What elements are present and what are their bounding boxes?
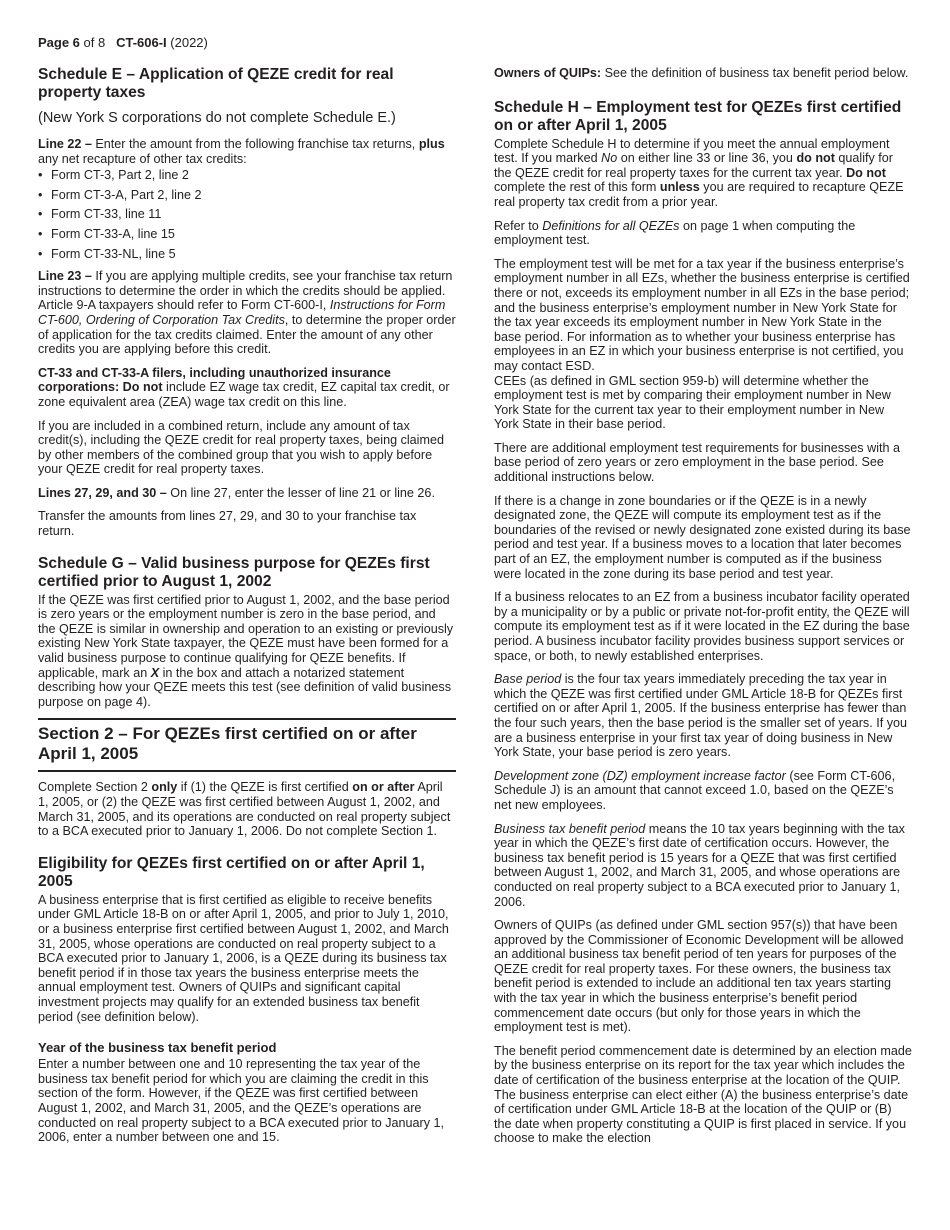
line-22-paragraph: Line 22 – Enter the amount from the following franchise tax returns, plus any net recapture of other tax credits: <box>38 137 445 166</box>
right-column <box>494 66 912 1155</box>
page-count: of 8 <box>83 35 106 50</box>
list-item: • Form CT-3-A, Part 2, line 2 <box>38 188 456 203</box>
year-paragraph: Enter a number between one and 10 representing the tax year of the business tax benefit period for which you are claiming the credit in this section of the form. However, if the QEZE was first certified between August 1, 2002, and March 31, 2005, and the QEZE’s operations are conducted on real property subject to a BCA executed prior to January 1, 2006, enter a number between one and 15. <box>38 1057 445 1145</box>
additional-requirements-paragraph: There are additional employment test requirements for businesses with a base period of zero years or zero employment in the base period. See additional instructions below. <box>494 440 901 485</box>
eligibility-paragraph: A business enterprise that is first certified as eligible to receive benefits under GML Article 18-B on or after April 1, 2005, and prior to July 1, 2010, or a business enterprise first certified between August 1, 2002, and March 31, 2005, whose operations are conducted on real property subject to a BCA executed prior to January 1, 2006, is a QEZE during its business tax benefit period if in those tax years the business enterprise meets the annual employment test. Owners of QUIPs and significant capital investment projects may qualify for an extended business tax benefit period (see definition below). <box>38 892 449 1024</box>
transfer-paragraph: Transfer the amounts from lines 27, 29, and 30 to your franchise tax return. <box>38 509 417 539</box>
page-header <box>38 36 208 51</box>
benefit-period-paragraph: Business tax benefit period means the 10 tax years beginning with the tax year in which the QEZE’s first date of certification occurs. However, the business tax benefit period is 15 years for a QEZE that was first certified between August 1, 2002, and March 31, 2005, and whose operations are conducted on real property subject to a BCA executed prior to January 1, 2006. <box>494 821 905 909</box>
schedule-g-paragraph: If the QEZE was first certified prior to August 1, 2002, and the base period is zero years or the employment number is zero in the base period, and the QEZE is similar in ownership and operation to an existing or previously existing New York State taxpayer, the QEZE must have been formed for a valid business purpose to continue qualifying for QEZE benefits. If applicable, mark an X in the box and attach a notarized statement describing how your QEZE meets this test (see definition of valid business purpose on page 4). <box>38 592 454 709</box>
list-item: • Form CT-33-A, line 15 <box>38 227 456 242</box>
refer-paragraph: Refer to Definitions for all QEZEs on page 1 when computing the employment test. <box>494 218 856 248</box>
list-item: • Form CT-3, Part 2, line 2 <box>38 168 456 183</box>
commencement-paragraph: The benefit period commencement date is determined by an election made by the business enterprise on its report for the tax year which includes the date of certification of the business enterprise at the location of the QUIP. The business enterprise can elect either (A) the business enterprise’s date of certification under GML Article 18-B at the location of the QUIP or (B) the date when property constituting a QUIP is first placed in service. If you choose to make the election <box>494 1043 912 1146</box>
quip-owners-paragraph: Owners of QUIPs (as defined under GML section 957(s)) that have been approved by the Commissioner of Economic Development will be allowed an additional business tax benefit period of ten years for purposes of the QEZE credit for real property taxes. For these owners, the business tax benefit period is extended to include an additional ten tax years starting with the tax year in which the business enterprise’s benefit period commencement date occurs (but only for those years in which the employment test is met). <box>494 918 904 1035</box>
schedule-e-title: Schedule E – Application of QEZE credit for real property taxes <box>38 66 394 101</box>
left-column <box>38 66 456 1154</box>
section-2-header <box>38 718 456 772</box>
page-number: Page 6 <box>38 35 80 50</box>
schedule-g-title: Schedule G – Valid business purpose for QEZEs first certified prior to August 1, 2002 <box>38 554 430 590</box>
section-2-title: Section 2 – For QEZEs first certified on or after April 1, 2005 <box>38 724 417 764</box>
form-year: (2022) <box>170 35 208 50</box>
eligibility-title: Eligibility for QEZEs first certified on or after April 1, 2005 <box>38 854 425 890</box>
combined-return-paragraph: If you are included in a combined return, include any amount of tax credit(s), including the QEZE credit for real property taxes, being claimed by other members of the combined group that you wish to apply before your QEZE credit for real property taxes. <box>38 418 444 477</box>
section-2-intro: Complete Section 2 only if (1) the QEZE is first certified on or after April 1, 2005, or (2) the QEZE was first certified between August 1, 2002, and March 31, 2005, and its operations are conducted on real property subject to a BCA executed prior to January 1, 2006. Do not complete Section 1. <box>38 780 451 839</box>
form-id: CT-606-I <box>116 35 167 50</box>
cee-paragraph: CEEs (as defined in GML section 959-b) will determine whether the employment test is met by comparing their employment number in New York State for the current tax year to their employment number in New York State in their base period. <box>494 373 891 432</box>
employment-test-paragraph: The employment test will be met for a tax year if the business enterprise’s employment number in all EZs, whether the business enterprise is certified there or not, exceeds its employment number in all EZs in the base period; and the business enterprise’s employment number in New York State for the tax year exceeds its employment number in New York State in the base period. For information as to whether your business enterprise has employees in an EZ in which your business enterprise is not certified, you may contact ESD. <box>494 256 910 373</box>
line-23-paragraph: Line 23 – If you are applying multiple credits, see your franchise tax return instructions to determine the order in which the credits should be applied. Article 9-A taxpayers should refer to Form CT-600-I, Instructions for Form CT-600, Ordering of Corporation Tax Credits, to determine the proper order of application for the tax credits claimed. Enter the amount of any other credits you are applying before this credit. <box>38 269 456 357</box>
incubator-paragraph: If a business relocates to an EZ from a business incubator facility operated by a municipality or by a public or private not-for-profit entity, the QEZE will compute its employment test as if it were located in the EZ during the base period. A business incubator facility provides business support services or space, or both, to newly established enterprises. <box>494 590 910 663</box>
schedule-h-title: Schedule H – Employment test for QEZEs first certified on or after April 1, 2005 <box>494 98 902 134</box>
list-item: • Form CT-33-NL, line 5 <box>38 247 456 262</box>
dz-factor-paragraph: Development zone (DZ) employment increase factor (see Form CT-606, Schedule J) is an amount that cannot exceed 1.0, based on the QEZE’s net new employees. <box>494 768 896 812</box>
owners-quips-paragraph: Owners of QUIPs: See the definition of business tax benefit period below. <box>494 66 909 80</box>
lines-27-29-30-paragraph: Lines 27, 29, and 30 – On line 27, enter the lesser of line 21 or line 26. <box>38 485 435 500</box>
base-period-paragraph: Base period is the four tax years immediately preceding the tax year in which the QEZE was first certified under GML Article 18-B for QEZEs first certified on or after April 1, 2005. If the business enterprise has fewer than the four such years, then the base period is the smaller set of years. If you are a business enterprise in your first tax year of doing business in New York State, your base period is zero years. <box>494 672 908 760</box>
schedule-e-subtitle: (New York S corporations do not complete Schedule E.) <box>38 110 396 126</box>
ct33-filers-paragraph: CT-33 and CT-33-A filers, including unauthorized insurance corporations: Do not include EZ wage tax credit, EZ capital tax credit, or zone equivalent area (ZEA) wage tax credit on this line. <box>38 365 450 409</box>
zone-boundaries-paragraph: If there is a change in zone boundaries or if the QEZE is in a newly designated zone, the QEZE will compute its employment test as if the boundaries of the revised or newly designated zone existed during its base period and test year. If a business moves to a location that later becomes part of an EZ, the employment number is computed as if the business were located in the zone during its base period and test year. <box>494 493 911 581</box>
line-22-form-list <box>38 168 456 261</box>
year-title: Year of the business tax benefit period <box>38 1040 277 1056</box>
schedule-h-paragraph: Complete Schedule H to determine if you meet the annual employment test. If you marked No on either line 33 or line 36, you do not qualify for the QEZE credit for real property taxes for the current tax year. Do not complete the rest of this form unless you are required to recapture QEZE real property tax credit from a prior year. <box>494 136 904 209</box>
list-item: • Form CT-33, line 11 <box>38 207 456 222</box>
